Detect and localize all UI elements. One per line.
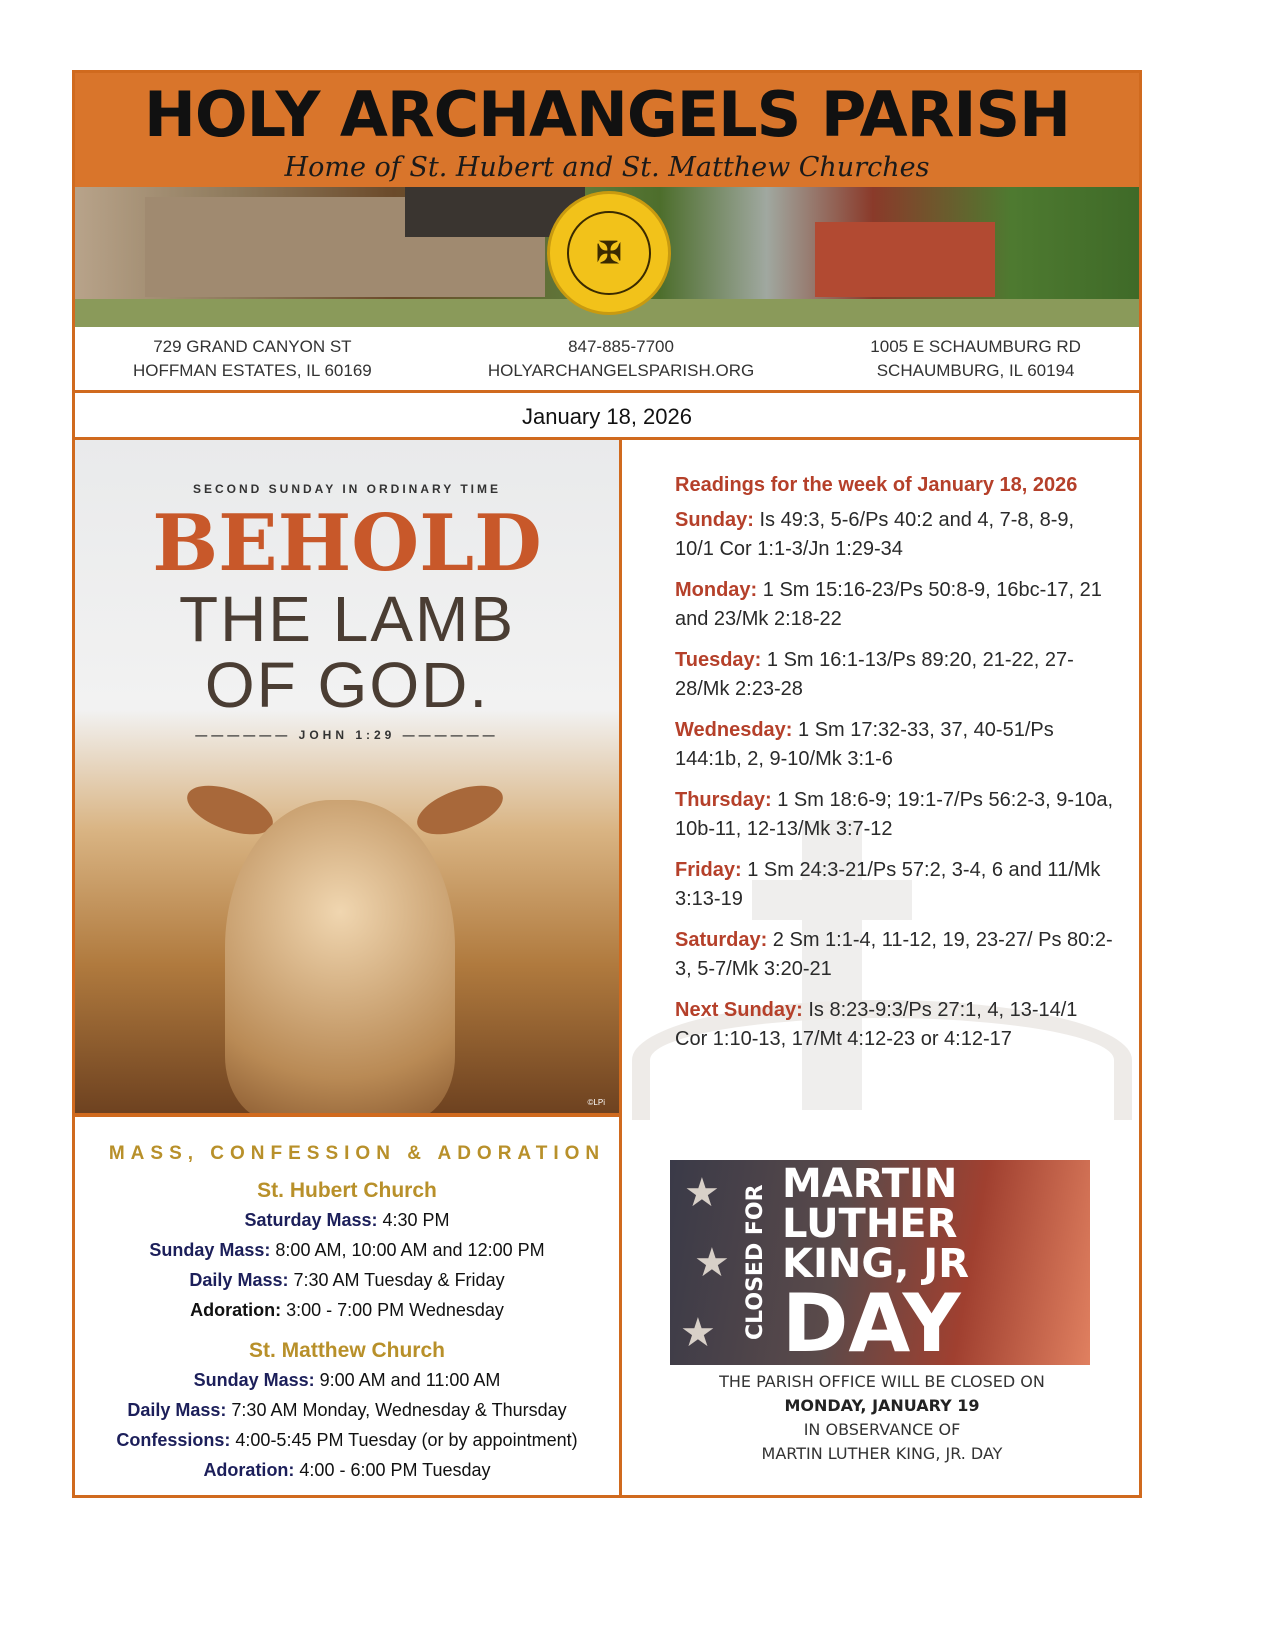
notice-line: THE PARISH OFFICE WILL BE CLOSED ON xyxy=(719,1372,1045,1391)
parish-subtitle: Home of St. Hubert and St. Matthew Churches xyxy=(284,152,930,183)
row-value: 7:30 AM Tuesday & Friday xyxy=(288,1270,505,1290)
st-matthew-address xyxy=(870,335,1081,383)
poster-headline: BEHOLD xyxy=(152,498,542,589)
reading-item xyxy=(675,926,1115,984)
row-value: 7:30 AM Monday, Wednesday & Thursday xyxy=(226,1400,567,1420)
reading-text: Is 49:3, 5-6/Ps 40:2 and 4, 7-8, 8-9, 10/1 Cor 1:1-3/Jn 1:29-34 xyxy=(675,509,1075,560)
row-value: 3:00 - 7:00 PM Wednesday xyxy=(281,1300,504,1320)
row-value: 4:30 PM xyxy=(377,1210,450,1230)
headline-line: MARTIN xyxy=(782,1161,958,1207)
star-icon: ★ xyxy=(694,1241,730,1285)
church-name: St. Matthew Church xyxy=(248,1339,445,1362)
readings-title: Readings for the week of January 18, 2026 xyxy=(675,474,1078,496)
row-value: 4:00 - 6:00 PM Tuesday xyxy=(294,1460,491,1480)
reading-day: Tuesday: xyxy=(675,649,762,671)
st-hubert-address xyxy=(133,335,372,383)
st-matthew-building xyxy=(815,222,995,297)
closed-for-label: CLOSED FOR xyxy=(743,1184,768,1341)
reading-text: 1 Sm 16:1-13/Ps 89:20, 21-22, 27-28/Mk 2:23-28 xyxy=(675,649,1074,700)
masthead xyxy=(75,73,1139,187)
mass-schedule xyxy=(75,1113,619,1495)
mlk-closure-banner xyxy=(670,1160,1090,1365)
schedule-row xyxy=(75,1425,619,1455)
poster-reference: —————— JOHN 1:29 —————— xyxy=(195,728,499,742)
row-label: Confessions: xyxy=(116,1430,231,1450)
notice-line: MARTIN LUTHER KING, JR. DAY xyxy=(761,1444,1003,1463)
headline-line: DAY xyxy=(782,1277,961,1365)
reading-day: Sunday: xyxy=(675,509,754,531)
reading-text: 1 Sm 17:32-33, 37, 40-51/Ps 144:1b, 2, 9-10/Mk 3:1-6 xyxy=(675,719,1054,770)
website-link[interactable]: HOLYARCHANGELSPARISH.ORG xyxy=(487,360,755,380)
row-label: Daily Mass: xyxy=(127,1400,227,1420)
weekly-readings xyxy=(675,470,1115,1066)
reading-item xyxy=(675,646,1115,704)
archangel-icon: ✠ xyxy=(567,211,651,295)
star-icon: ★ xyxy=(684,1171,720,1215)
bulletin-date: January 18, 2026 xyxy=(75,396,1139,440)
row-value: 8:00 AM, 10:00 AM and 12:00 PM xyxy=(270,1240,545,1260)
row-label: Daily Mass: xyxy=(189,1270,289,1290)
church-name: St. Hubert Church xyxy=(257,1179,437,1202)
row-value: 9:00 AM and 11:00 AM xyxy=(314,1370,501,1390)
reading-day: Next Sunday: xyxy=(675,999,803,1021)
reading-text: 1 Sm 18:6-9; 19:1-7/Ps 56:2-3, 9-10a, 10b-11, 12-13/Mk 3:7-12 xyxy=(675,789,1113,840)
reference-text: JOHN 1:29 xyxy=(298,728,396,742)
reading-text: 1 Sm 15:16-23/Ps 50:8-9, 16bc-17, 21 and 23/Mk 2:18-22 xyxy=(675,579,1102,630)
notice-line: IN OBSERVANCE OF xyxy=(803,1420,961,1439)
schedule-row xyxy=(75,1295,619,1325)
left-column xyxy=(75,440,622,1495)
reading-item xyxy=(675,576,1115,634)
phone-link[interactable]: 847-885-7700 xyxy=(568,336,674,356)
schedule-row xyxy=(75,1395,619,1425)
address-line: 1005 E SCHAUMBURG RD xyxy=(870,336,1081,356)
reading-day: Friday: xyxy=(675,859,742,881)
reading-item xyxy=(675,786,1115,844)
mlk-headline xyxy=(782,1161,969,1365)
row-label: Sunday Mass: xyxy=(149,1240,271,1260)
headline-line: LUTHER xyxy=(782,1201,958,1247)
reading-day: Thursday: xyxy=(675,789,772,811)
parish-contact xyxy=(488,335,754,383)
church-photo-banner xyxy=(75,187,1139,327)
row-label: Saturday Mass: xyxy=(244,1210,378,1230)
reading-item xyxy=(675,506,1115,564)
poster-credit: ©LPi xyxy=(587,1098,605,1107)
schedule-row xyxy=(75,1265,619,1295)
schedule-title: MASS, CONFESSION & ADORATION xyxy=(108,1143,606,1164)
address-line: HOFFMAN ESTATES, IL 60169 xyxy=(133,360,372,380)
reading-text: 2 Sm 1:1-4, 11-12, 19, 23-27/ Ps 80:2-3, 5-7/Mk 3:20-21 xyxy=(675,929,1113,980)
row-label: Sunday Mass: xyxy=(193,1370,315,1390)
reading-day: Monday: xyxy=(675,579,758,601)
reading-day: Saturday: xyxy=(675,929,768,951)
reading-text: Is 8:23-9:3/Ps 27:1, 4, 13-14/1 Cor 1:10-13, 17/Mt 4:12-23 or 4:12-17 xyxy=(675,999,1078,1050)
star-icon: ★ xyxy=(680,1311,716,1355)
poster-kicker: SECOND SUNDAY IN ORDINARY TIME xyxy=(192,482,502,496)
notice-date: MONDAY, JANUARY 19 xyxy=(784,1396,980,1415)
row-label: Adoration: xyxy=(190,1300,282,1320)
lamb-image xyxy=(225,800,455,1113)
headline-line: KING, JR xyxy=(782,1241,969,1287)
right-column xyxy=(622,440,1139,1495)
poster-line: OF GOD. xyxy=(204,649,490,721)
bulletin-page xyxy=(72,70,1142,1498)
schedule-row xyxy=(75,1205,619,1235)
contact-bar xyxy=(75,327,1139,393)
reading-item xyxy=(675,996,1115,1054)
address-line: SCHAUMBURG, IL 60194 xyxy=(876,360,1075,380)
reading-item xyxy=(675,856,1115,914)
row-label: Adoration: xyxy=(203,1460,295,1480)
parish-seal-logo xyxy=(547,191,671,315)
behold-lamb-poster xyxy=(75,440,619,1113)
office-closure-notice xyxy=(652,1370,1112,1466)
schedule-row xyxy=(75,1235,619,1265)
parish-title: HOLY ARCHANGELS PARISH xyxy=(144,78,1070,151)
address-line: 729 GRAND CANYON ST xyxy=(153,336,352,356)
lamb-ear xyxy=(411,776,509,844)
reading-text: 1 Sm 24:3-21/Ps 57:2, 3-4, 6 and 11/Mk 3:13-19 xyxy=(675,859,1101,910)
poster-line: THE LAMB xyxy=(178,583,516,655)
reading-day: Wednesday: xyxy=(675,719,793,741)
schedule-row xyxy=(75,1455,619,1485)
schedule-row xyxy=(75,1365,619,1395)
reading-item xyxy=(675,716,1115,774)
row-value: 4:00-5:45 PM Tuesday (or by appointment) xyxy=(230,1430,578,1450)
